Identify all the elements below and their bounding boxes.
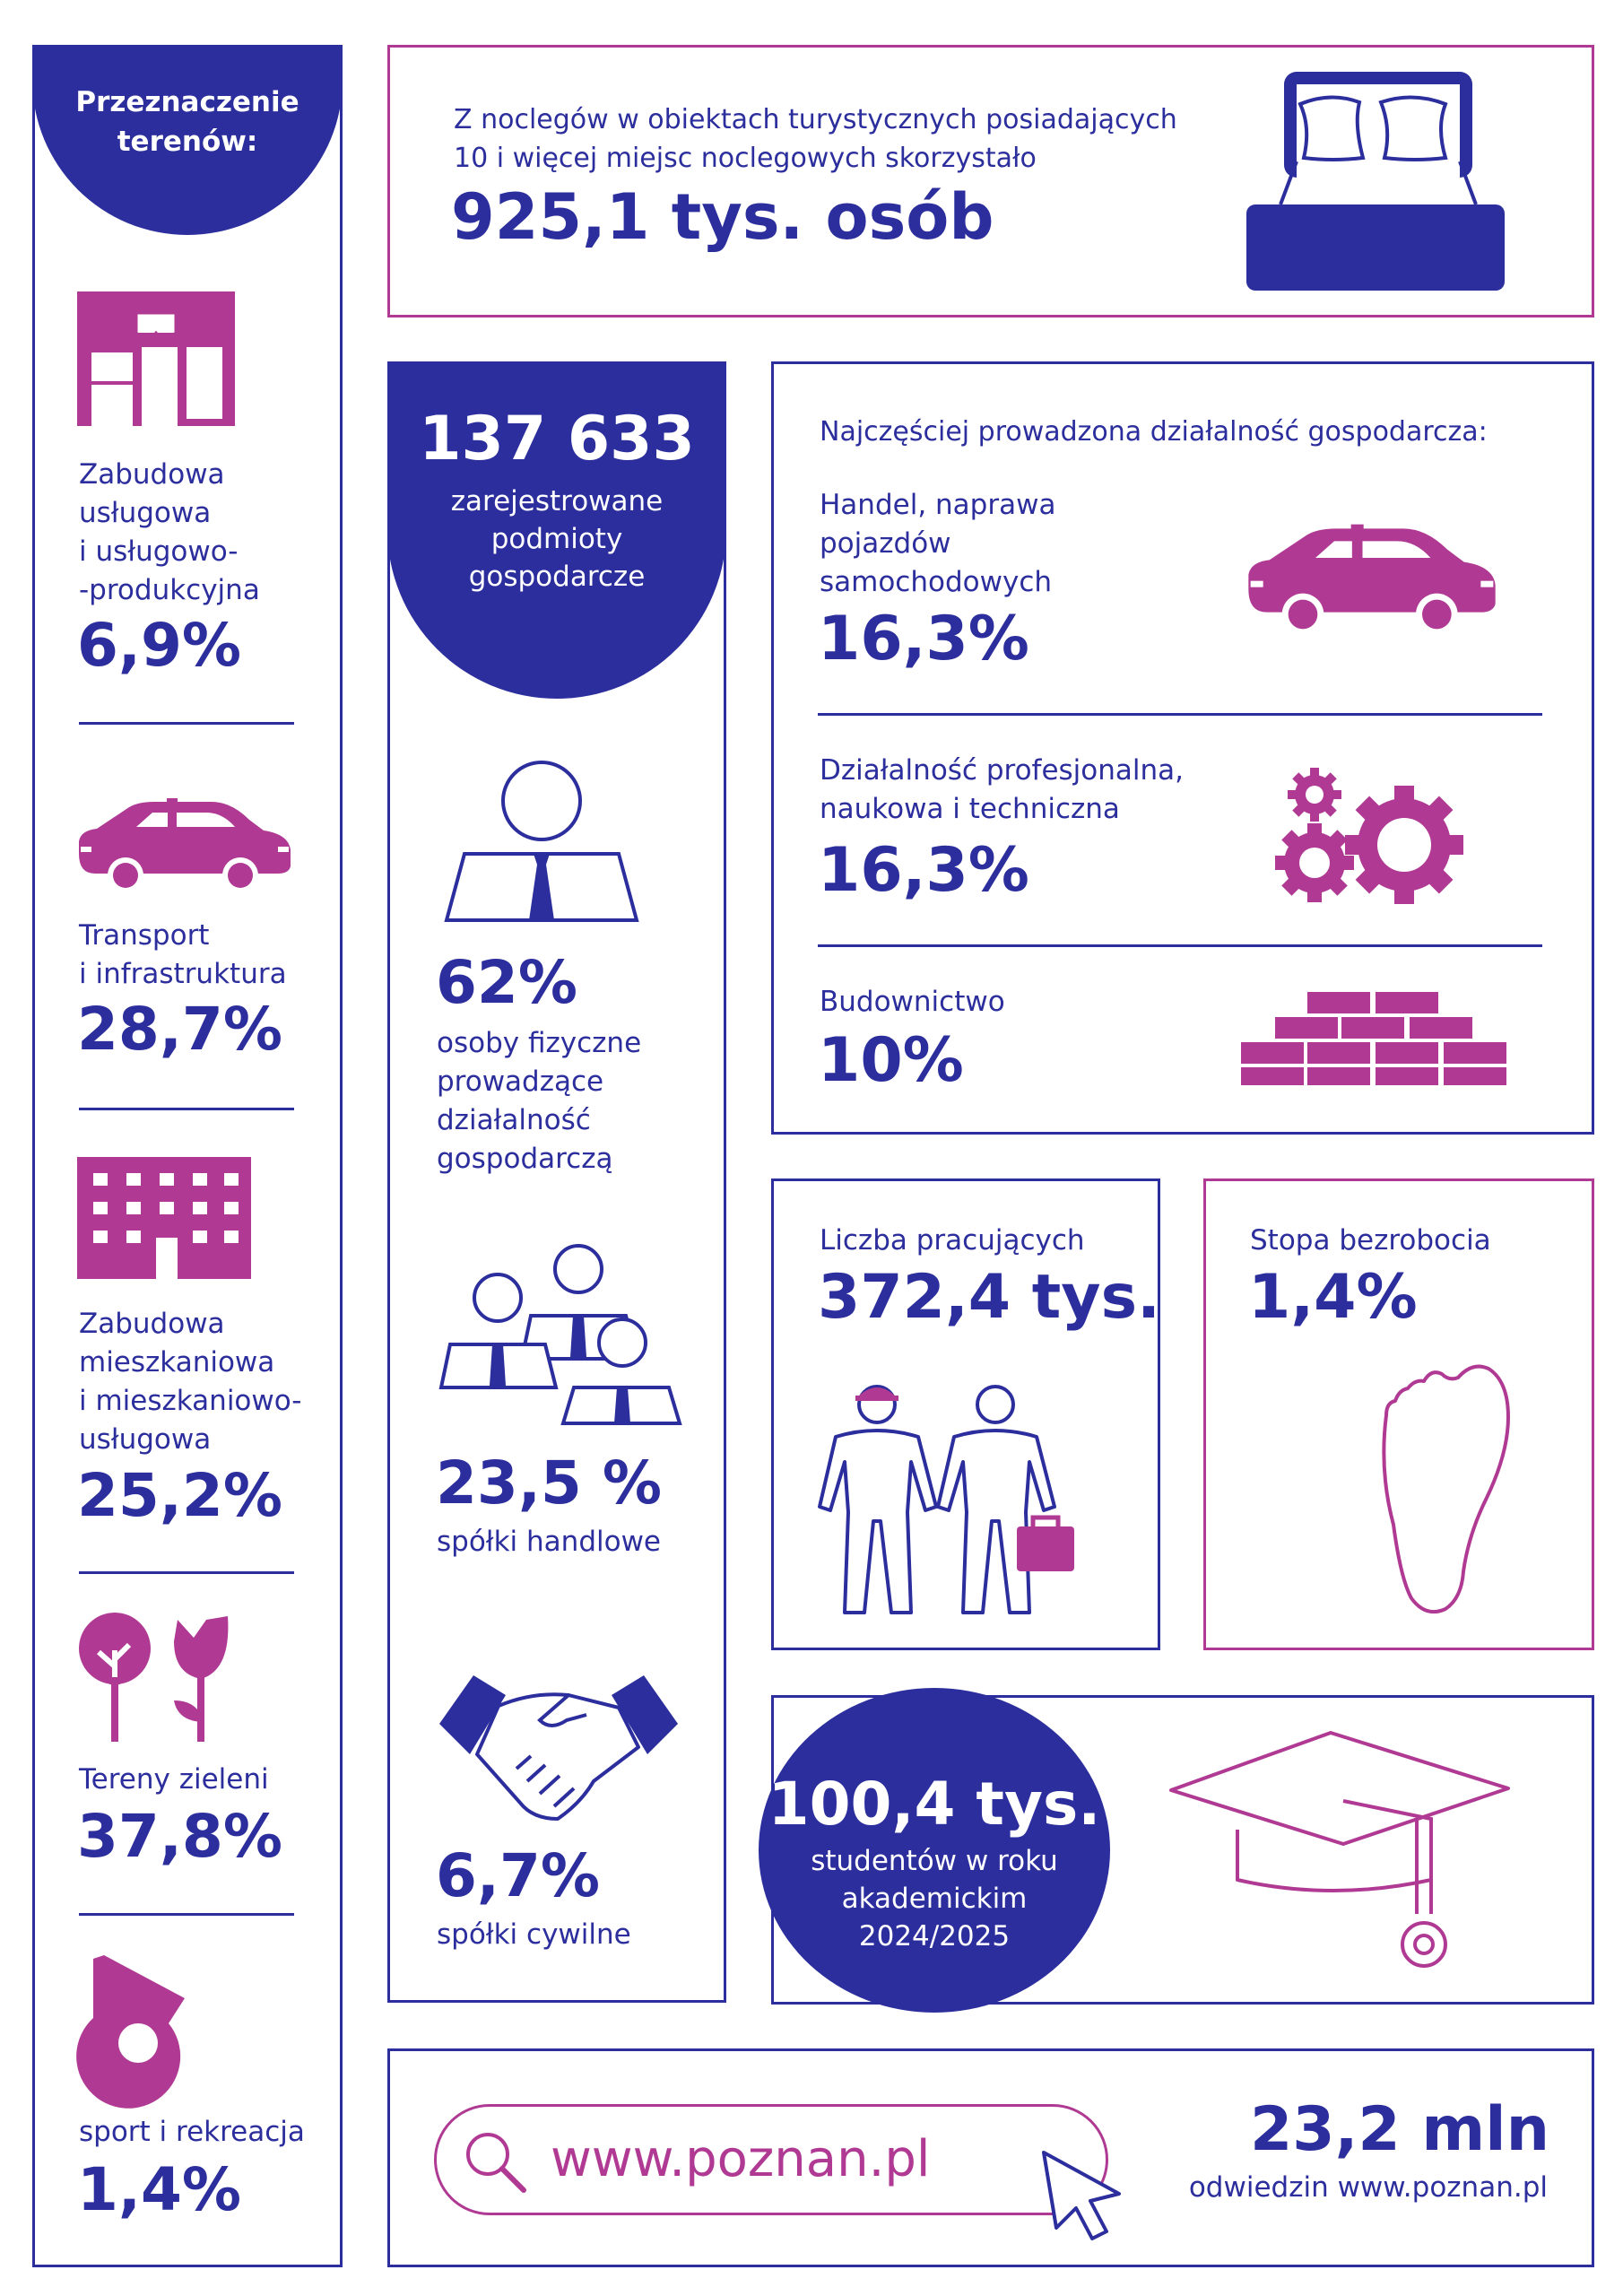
business-stat-value-1: 62% [436,948,577,1017]
accommodation-value: 925,1 tys. osób [451,180,994,254]
graduation-cap-icon [1169,1729,1510,1979]
unemployment-label: Stopa bezrobocia [1250,1224,1491,1257]
business-stat-label-1: osoby fizyczne prowadzące działalność gospodarczą [437,1027,642,1175]
bricks-icon [1241,992,1506,1085]
students-value: 100,4 tys. [768,1770,1101,1839]
handshake-icon [434,1668,683,1825]
land-use-label-3: Zabudowa mieszkaniowa i mieszkaniowo- usługowa [79,1308,302,1456]
activity-label-3: Budownictwo [820,986,1005,1018]
activity-divider [818,713,1542,716]
businesses-total-label: zarejestrowane podmioty gospodarcze [450,485,664,593]
land-use-value-3: 25,2% [77,1461,282,1530]
apartment-building-icon [77,1157,253,1279]
website-visits-value: 23,2 mln [1249,2094,1549,2165]
land-use-divider [79,1108,294,1110]
car-icon [1246,524,1497,630]
bed-icon [1246,68,1506,292]
activity-divider [818,944,1542,947]
people-group-icon [439,1242,683,1426]
land-use-divider [79,722,294,725]
business-stat-value-2: 23,5 % [436,1448,662,1518]
search-icon[interactable] [463,2129,527,2194]
land-use-value-5: 1,4% [77,2155,242,2224]
land-use-label-5: sport i rekreacja [79,2116,305,2148]
land-use-label-2: Transport i infrastruktura [79,919,287,990]
businesses-total: 137 633 [419,404,695,474]
workers-icon [818,1378,1078,1616]
activity-value-2: 16,3% [818,835,1029,906]
activity-title: Najczęściej prowadzona działalność gospodarcza: [820,416,1488,448]
cursor-icon [1040,2149,1126,2248]
students-label: studentów w roku akademickim 2024/2025 [811,1845,1058,1952]
car-icon [77,798,292,888]
land-use-title: Przeznaczenie terenów: [75,86,299,158]
tree-and-tulip-icon [77,1614,256,1744]
land-use-value-4: 37,8% [77,1802,282,1871]
website-visits-label: odwiedzin www.poznan.pl [1188,2171,1548,2204]
business-stat-label-2: spółki handlowe [437,1526,661,1558]
person-icon [443,761,640,927]
land-use-divider [79,1571,294,1574]
activity-label-2: Działalność profesjonalna, naukowa i techniczna [820,754,1185,825]
whistle-icon [86,1955,194,2090]
accommodation-text: Z noclegów w obiektach turystycznych posiadających 10 i więcej miejsc noclegowych skorzystało [454,104,1177,174]
activity-value-3: 10% [818,1025,964,1096]
business-stat-label-3: spółki cywilne [437,1918,631,1951]
shop-icon [77,291,239,426]
land-use-label-4: Tereny zieleni [79,1763,269,1796]
land-use-label-1: Zabudowa usługowa i usługowo- -produkcyjna [79,458,260,606]
activity-label-1: Handel, naprawa pojazdów samochodowych [820,489,1056,598]
business-stat-value-3: 6,7% [436,1841,601,1910]
footprint-icon [1376,1363,1519,1614]
land-use-divider [79,1913,294,1916]
land-use-value-2: 28,7% [77,995,282,1064]
gears-icon [1273,762,1471,915]
website-url[interactable]: www.poznan.pl [551,2130,931,2188]
activity-value-1: 16,3% [818,604,1029,674]
unemployment-value: 1,4% [1248,1262,1418,1333]
employment-label: Liczba pracujących [820,1224,1085,1257]
employment-value: 372,4 tys. [818,1262,1160,1333]
land-use-value-1: 6,9% [77,611,242,680]
